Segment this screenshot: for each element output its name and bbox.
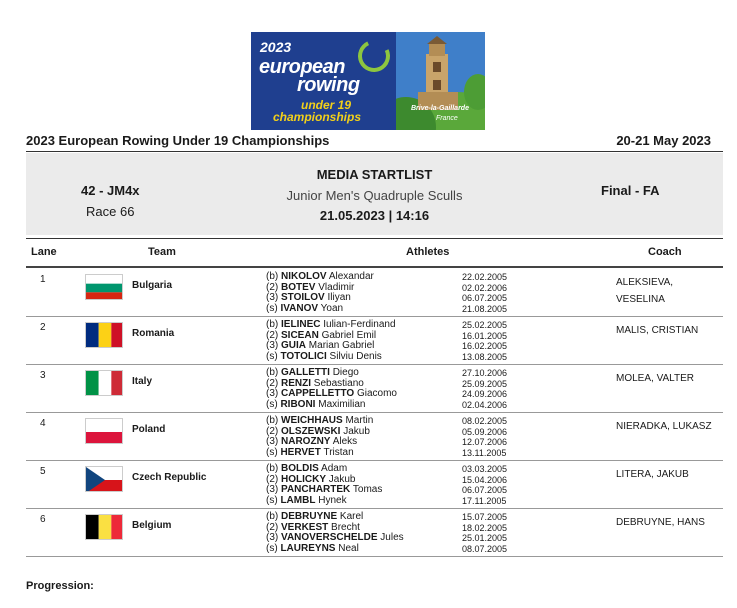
logo-ring-icon [353, 35, 394, 76]
table-row [26, 269, 723, 317]
athlete-given-name: Iulian-Ferdinand [323, 319, 396, 330]
table-row [26, 317, 723, 365]
logo-country: France [436, 115, 458, 122]
team-name: Romania [132, 328, 175, 339]
column-header-lane: Lane [31, 246, 57, 258]
athlete-surname: GUIA [281, 340, 307, 351]
seat-position: (s) [266, 494, 278, 506]
bulgaria-flag-icon [85, 274, 123, 300]
athlete-list [266, 512, 404, 554]
athlete-given-name: Maximilian [318, 398, 366, 410]
team-name: Bulgaria [132, 280, 173, 291]
athlete-birthdate: 24.09.2006 [462, 389, 508, 399]
birthdate-list [462, 272, 507, 314]
athlete-given-name: Tristan [323, 446, 354, 458]
athlete-birthdate: 16.02.2005 [462, 341, 508, 351]
athlete-birthdate: 03.03.2005 [462, 464, 508, 474]
athlete-birthdate: 13.11.2005 [462, 447, 507, 458]
athlete-surname: WEICHHAUS [281, 415, 343, 426]
athlete-birthdate: 18.02.2005 [462, 522, 508, 533]
team-name: Belgium [132, 520, 172, 531]
athlete-birthdate: 25.01.2005 [462, 533, 508, 543]
seat-position: (2) [266, 473, 279, 485]
lane-number: 4 [40, 418, 46, 429]
seat-position: (b) [266, 271, 279, 282]
lane-number: 6 [40, 514, 46, 525]
coach-name [616, 514, 705, 531]
lane-number: 1 [40, 274, 46, 285]
logo-brand-line2: rowing [297, 74, 360, 96]
coach-name-line: NIERADKA, LUKASZ [616, 421, 712, 432]
athlete-list [266, 272, 374, 314]
athlete-surname: NAROZNY [281, 436, 331, 447]
seat-position: (s) [266, 350, 278, 362]
athlete-given-name: Yoan [320, 302, 344, 314]
athlete-given-name: Brecht [331, 521, 360, 533]
athlete-given-name: Jules [380, 532, 404, 543]
athlete-birthdate: 16.01.2005 [462, 330, 508, 341]
athlete-birthdate: 08.02.2005 [462, 416, 508, 426]
seat-position: (3) [266, 388, 279, 399]
athlete-surname: RIBONI [280, 398, 316, 410]
race-phase: Final - FA [601, 183, 660, 198]
lane-number: 2 [40, 322, 46, 333]
championship-title: 2023 European Rowing Under 19 Championships [26, 133, 330, 148]
italy-flag-icon [85, 370, 123, 396]
athlete-surname: GALLETTI [281, 367, 330, 378]
column-header-team: Team [148, 246, 176, 258]
athlete-given-name: Diego [332, 367, 359, 378]
athlete-given-name: Gabriel Emil [321, 329, 377, 341]
athlete-list [266, 464, 382, 506]
athlete-given-name: Martin [345, 415, 374, 426]
athlete-given-name: Giacomo [356, 388, 397, 399]
event-logo [251, 32, 485, 130]
divider [26, 238, 723, 239]
athlete-birthdate: 02.02.2006 [462, 282, 508, 293]
seat-position: (3) [266, 436, 279, 447]
seat-position: (b) [266, 463, 279, 474]
race-datetime: 21.05.2023 | 14:16 [319, 208, 430, 223]
logo-sub-line1: under 19 [301, 98, 352, 112]
athlete-surname: BOTEV [281, 281, 316, 293]
seat-position: (3) [266, 484, 279, 495]
birthdate-list [462, 368, 507, 410]
athlete-birthdate: 12.07.2006 [462, 437, 508, 447]
seat-position: (3) [266, 340, 279, 351]
logo-year: 2023 [260, 39, 292, 55]
athlete-birthdate: 06.07.2005 [462, 485, 508, 495]
event-code: 42 - JM4x [81, 183, 140, 198]
athlete-given-name: Alexandar [328, 271, 374, 282]
athlete-surname: NIKOLOV [281, 271, 327, 282]
romania-flag-icon [85, 322, 123, 348]
logo-city: Brive-la-Gaillarde [411, 105, 469, 112]
athlete-list [266, 320, 396, 362]
seat-position: (b) [266, 319, 279, 330]
athlete-surname: OLSZEWSKI [281, 425, 341, 437]
table-row [26, 365, 723, 413]
header-divider [26, 266, 723, 268]
divider [26, 151, 723, 152]
athlete-surname: HOLICKY [281, 473, 327, 485]
coach-name [616, 370, 694, 387]
athlete-birthdate: 15.04.2006 [462, 474, 508, 485]
athlete-surname: VERKEST [281, 521, 329, 533]
table-row [26, 461, 723, 509]
coach-name [616, 322, 698, 339]
athlete-birthdate: 13.08.2005 [462, 351, 508, 362]
seat-position: (2) [266, 281, 279, 293]
championship-dates: 20-21 May 2023 [616, 133, 711, 148]
team-name: Poland [132, 424, 166, 435]
athlete-given-name: Silviu Denis [329, 350, 382, 362]
athlete-given-name: Jakub [343, 425, 370, 437]
boat-class: Junior Men's Quadruple Sculls [286, 188, 463, 203]
seat-position: (s) [266, 398, 278, 410]
coach-name [616, 418, 712, 435]
athlete-birthdate: 27.10.2006 [462, 368, 508, 378]
athlete-given-name: Tomas [352, 484, 383, 495]
athlete-entry [266, 400, 397, 411]
seat-position: (2) [266, 425, 279, 437]
athlete-surname: LAUREYNS [280, 542, 336, 554]
athlete-surname: TOTOLICI [280, 350, 327, 362]
coach-name [616, 466, 689, 483]
coach-name-line: MALIS, CRISTIAN [616, 325, 699, 336]
athlete-given-name: Neal [338, 542, 359, 554]
coach-name-line: LITERA, JAKUB [616, 469, 689, 480]
lane-number: 5 [40, 466, 46, 477]
logo-sub-line2: championships [273, 110, 362, 124]
athlete-surname: RENZI [281, 377, 312, 389]
athlete-birthdate: 02.04.2006 [462, 399, 508, 410]
athlete-surname: PANCHARTEK [281, 484, 351, 495]
athlete-birthdate: 17.11.2005 [462, 495, 507, 506]
belgium-flag-icon [85, 514, 123, 540]
progression-label: Progression: [26, 580, 94, 592]
athlete-entry [266, 304, 374, 315]
seat-position: (3) [266, 292, 279, 303]
athlete-list [266, 368, 397, 410]
athlete-given-name: Aleks [332, 436, 358, 447]
athlete-given-name: Iliyan [327, 292, 351, 303]
team-name: Czech Republic [132, 472, 207, 483]
athlete-given-name: Adam [321, 463, 348, 474]
athlete-birthdate: 21.08.2005 [462, 303, 508, 314]
athlete-surname: DEBRUYNE [281, 511, 338, 522]
athlete-surname: VANOVERSCHELDE [281, 532, 378, 543]
team-name: Italy [132, 376, 153, 387]
athlete-entry [266, 496, 382, 507]
column-header-athletes: Athletes [406, 246, 450, 258]
athlete-birthdate: 22.02.2005 [462, 272, 508, 282]
athlete-given-name: Vladimir [318, 281, 355, 293]
logo-brand-line1: european [259, 56, 346, 78]
athlete-entry [266, 448, 373, 459]
race-info-box [26, 153, 723, 235]
seat-position: (2) [266, 377, 279, 389]
poland-flag-icon [85, 418, 123, 444]
seat-position: (3) [266, 532, 279, 543]
seat-position: (2) [266, 329, 279, 341]
athlete-given-name: Hynek [318, 494, 347, 506]
coach-name-line: MOLEA, VALTER [616, 373, 694, 384]
column-header-coach: Coach [648, 246, 682, 258]
athlete-entry [266, 352, 396, 363]
athlete-surname: LAMBL [280, 494, 316, 506]
athlete-given-name: Karel [339, 511, 364, 522]
athlete-birthdate: 06.07.2005 [462, 293, 508, 303]
athlete-surname: BOLDIS [281, 463, 319, 474]
athlete-entry [266, 544, 404, 555]
seat-position: (s) [266, 542, 278, 554]
athlete-surname: SICEAN [281, 329, 319, 341]
athlete-surname: IELINEC [281, 319, 321, 330]
athlete-birthdate: 25.09.2005 [462, 378, 508, 389]
czech-flag-icon [85, 466, 123, 492]
table-row [26, 413, 723, 461]
athlete-list [266, 416, 373, 458]
athlete-surname: HERVET [280, 446, 321, 458]
athlete-birthdate: 08.07.2005 [462, 543, 508, 554]
coach-name-line: ALEKSIEVA, [616, 277, 674, 288]
seat-position: (s) [266, 446, 278, 458]
athlete-surname: IVANOV [280, 302, 319, 314]
seat-position: (s) [266, 302, 278, 314]
seat-position: (2) [266, 521, 279, 533]
athlete-birthdate: 25.02.2005 [462, 320, 508, 330]
lane-number: 3 [40, 370, 46, 381]
athlete-surname: CAPPELLETTO [281, 388, 355, 399]
coach-name-line: VESELINA [616, 294, 665, 305]
seat-position: (b) [266, 511, 279, 522]
document-type: MEDIA STARTLIST [316, 167, 433, 182]
seat-position: (b) [266, 367, 279, 378]
birthdate-list [462, 464, 507, 506]
race-number: Race 66 [86, 204, 135, 219]
table-row [26, 509, 723, 557]
birthdate-list [462, 320, 507, 362]
athlete-given-name: Sebastiano [313, 377, 364, 389]
athlete-birthdate: 15.07.2005 [462, 512, 508, 522]
coach-name [616, 274, 673, 308]
athlete-birthdate: 05.09.2006 [462, 426, 508, 437]
birthdate-list [462, 416, 507, 458]
seat-position: (b) [266, 415, 279, 426]
athlete-surname: STOILOV [281, 292, 325, 303]
birthdate-list [462, 512, 507, 554]
athlete-given-name: Jakub [328, 473, 356, 485]
coach-name-line: DEBRUYNE, HANS [616, 517, 705, 528]
athlete-given-name: Marian Gabriel [308, 340, 375, 351]
